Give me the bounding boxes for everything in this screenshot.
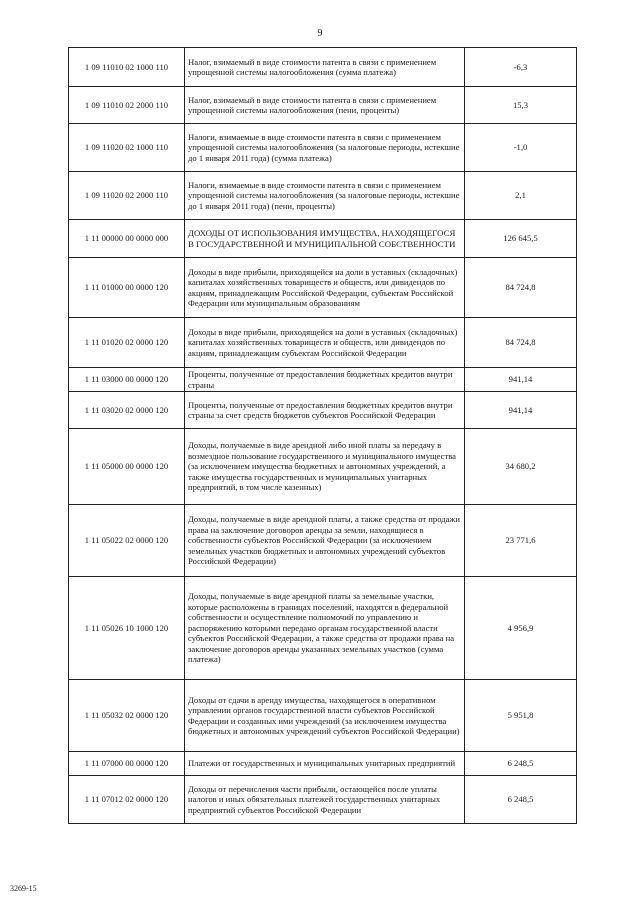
table-row bbox=[69, 577, 577, 680]
budget-code: 1 11 07000 00 0000 120 bbox=[69, 752, 185, 776]
table-row bbox=[69, 776, 577, 824]
amount: -1,0 bbox=[465, 124, 577, 172]
page-number: 9 bbox=[317, 28, 323, 39]
revenue-description: Доходы, получаемые в виде арендной либо иной платы за передачу в возмездное пользование государственного и муниципального имущества (за исключением имущества бюджетных и автономных учреждений, а также имущества государственных и муниципальных унитарных предприятий, в том числе казенных) bbox=[185, 429, 465, 505]
table-row bbox=[69, 220, 577, 258]
amount: 6 248,5 bbox=[465, 752, 577, 776]
table-row bbox=[69, 752, 577, 776]
budget-code: 1 09 11010 02 1000 110 bbox=[69, 48, 185, 87]
revenue-description: ДОХОДЫ ОТ ИСПОЛЬЗОВАНИЯ ИМУЩЕСТВА, НАХОДЯЩЕГОСЯ В ГОСУДАРСТВЕННОЙ И МУНИЦИПАЛЬНОЙ СОБСТВЕННОСТИ bbox=[185, 220, 465, 258]
budget-code: 1 11 03000 00 0000 120 bbox=[69, 368, 185, 392]
revenue-description: Налоги, взимаемые в виде стоимости патента в связи с применением упрощенной системы налогообложения (за налоговые периоды, истекшие до 1 января 2011 года) (пени, проценты) bbox=[185, 172, 465, 220]
budget-code: 1 11 05026 10 1000 120 bbox=[69, 577, 185, 680]
budget-revenue-table bbox=[68, 47, 577, 824]
amount: 84 724,8 bbox=[465, 258, 577, 318]
amount: 15,3 bbox=[465, 87, 577, 124]
amount: 941,14 bbox=[465, 392, 577, 429]
revenue-description: Платежи от государственных и муниципальных унитарных предприятий bbox=[185, 752, 465, 776]
revenue-description: Доходы в виде прибыли, приходящейся на доли в уставных (складочных) капиталах хозяйственных товариществ и обществ, или дивидендов по акциям, принадлежащим субъектам Российской Федерации bbox=[185, 318, 465, 368]
budget-code: 1 11 05022 02 0000 120 bbox=[69, 505, 185, 577]
table-row bbox=[69, 258, 577, 318]
table-row bbox=[69, 87, 577, 124]
document-footer-code: 3269-15 bbox=[10, 884, 37, 893]
revenue-description: Налог, взимаемый в виде стоимости патента в связи с применением упрощенной системы налогообложения (пени, проценты) bbox=[185, 87, 465, 124]
budget-code: 1 11 01020 02 0000 120 bbox=[69, 318, 185, 368]
budget-code: 1 11 05032 02 0000 120 bbox=[69, 680, 185, 752]
amount: 941,14 bbox=[465, 368, 577, 392]
budget-code: 1 11 03020 02 0000 120 bbox=[69, 392, 185, 429]
budget-code: 1 11 05000 00 0000 120 bbox=[69, 429, 185, 505]
revenue-description: Проценты, полученные от предоставления бюджетных кредитов внутри страны bbox=[185, 368, 465, 392]
amount: 6 248,5 bbox=[465, 776, 577, 824]
table-row bbox=[69, 392, 577, 429]
revenue-description: Налог, взимаемый в виде стоимости патента в связи с применением упрощенной системы налогообложения (сумма платежа) bbox=[185, 48, 465, 87]
table-row bbox=[69, 429, 577, 505]
table-row bbox=[69, 318, 577, 368]
table-row bbox=[69, 680, 577, 752]
budget-code: 1 09 11020 02 1000 110 bbox=[69, 124, 185, 172]
revenue-description: Налоги, взимаемые в виде стоимости патента в связи с применением упрощенной системы налогообложения (за налоговые периоды, истекшие до 1 января 2011 года) (сумма платежа) bbox=[185, 124, 465, 172]
revenue-description: Доходы, получаемые в виде арендной платы за земельные участки, которые расположены в границах поселений, находятся в федеральной собственности и осуществление полномочий по управлению и распоряжению которыми передано органам государственной власти субъектов Российской Федерации, а также средства от продажи права на заключение договоров аренды указанных земельных участков (сумма платежа) bbox=[185, 577, 465, 680]
amount: 84 724,8 bbox=[465, 318, 577, 368]
table-row bbox=[69, 368, 577, 392]
table-row bbox=[69, 124, 577, 172]
budget-code: 1 11 00000 00 0000 000 bbox=[69, 220, 185, 258]
amount: -6,3 bbox=[465, 48, 577, 87]
budget-code: 1 11 01000 00 0000 120 bbox=[69, 258, 185, 318]
amount: 34 680,2 bbox=[465, 429, 577, 505]
amount: 126 645,5 bbox=[465, 220, 577, 258]
amount: 4 956,9 bbox=[465, 577, 577, 680]
table-row bbox=[69, 172, 577, 220]
table-row bbox=[69, 505, 577, 577]
budget-code: 1 09 11020 02 2000 110 bbox=[69, 172, 185, 220]
revenue-description: Доходы в виде прибыли, приходящейся на доли в уставных (складочных) капиталах хозяйственных товариществ и обществ, или дивидендов по акциям, принадлежащим Российской Федерации, субъектам Российской Федерации или муниципальным образованиям bbox=[185, 258, 465, 318]
budget-code: 1 09 11010 02 2000 110 bbox=[69, 87, 185, 124]
revenue-description: Доходы от перечисления части прибыли, остающейся после уплаты налогов и иных обязательных платежей государственных унитарных предприятий субъектов Российской Федерации bbox=[185, 776, 465, 824]
budget-code: 1 11 07012 02 0000 120 bbox=[69, 776, 185, 824]
amount: 5 951,8 bbox=[465, 680, 577, 752]
amount: 23 771,6 bbox=[465, 505, 577, 577]
amount: 2,1 bbox=[465, 172, 577, 220]
revenue-description: Доходы от сдачи в аренду имущества, находящегося в оперативном управлении органов государственной власти субъектов Российской Федерации и созданных ими учреждений (за исключением имущества бюджетных и автономных учреждений субъектов Российской Федерации) bbox=[185, 680, 465, 752]
revenue-description: Проценты, полученные от предоставления бюджетных кредитов внутри страны за счет средств бюджетов субъектов Российской Федерации bbox=[185, 392, 465, 429]
revenue-description: Доходы, получаемые в виде арендной платы, а также средства от продажи права на заключение договоров аренды за земли, находящиеся в собственности субъектов Российской Федерации (за исключением земельных участков бюджетных и автономных учреждений субъектов Российской Федерации) bbox=[185, 505, 465, 577]
table-row bbox=[69, 48, 577, 87]
